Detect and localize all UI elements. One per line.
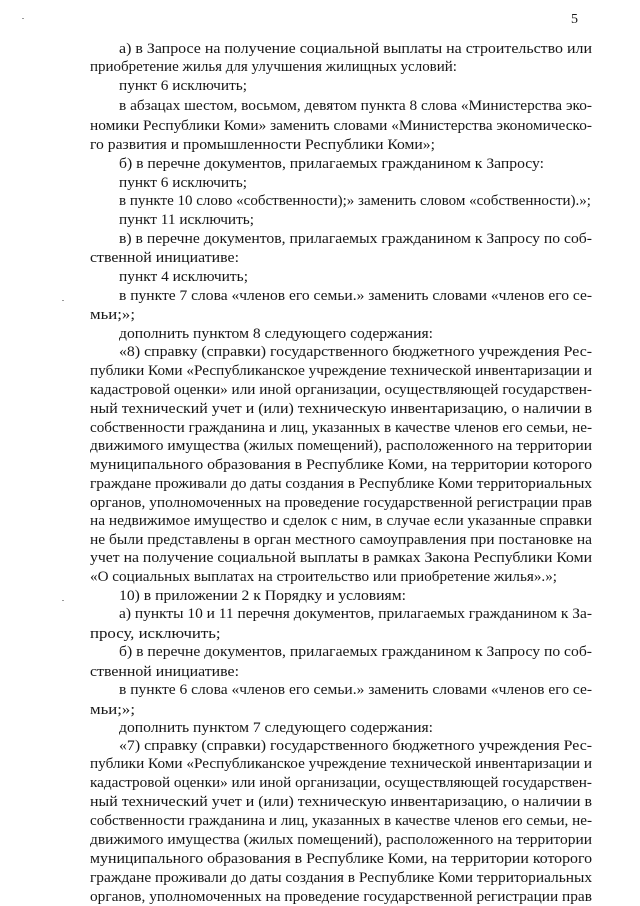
text-line: в) в перечне документов, прилагаемых гражданином к Запросу по соб- bbox=[119, 231, 592, 247]
text-line: в абзацах шестом, восьмом, девятом пункта 8 слова «Министерства эко- bbox=[119, 98, 592, 114]
text-line: кадастровой оценки» или иной организации, осуществляющей государствен- bbox=[90, 775, 592, 791]
text-line: в пункте 6 слова «членов его семьи.» заменить словами «членов его се- bbox=[119, 682, 593, 698]
text-line: «8) справку (справки) государственного бюджетного учреждения Рес- bbox=[119, 344, 593, 360]
text-line: в пункте 7 слова «членов его семьи.» заменить словами «членов его се- bbox=[119, 288, 593, 304]
text-line: номики Республики Коми» заменить словами «Министерства экономическо- bbox=[90, 118, 593, 134]
text-line: муниципального образования в Республике Коми, на территории которого bbox=[90, 851, 592, 867]
text-line: ный технический учет и (или) техническую инвентаризацию, о наличии в bbox=[90, 794, 593, 810]
text-line: публики Коми «Республиканское учреждение технической инвентаризации и bbox=[90, 756, 593, 772]
text-line: собственности гражданина и лиц, указанных в качестве членов его семьи, не- bbox=[90, 420, 593, 436]
text-line: ственной инициативе: bbox=[90, 250, 239, 266]
text-line: учет на получение социальной выплаты в рамках Закона Республики Коми bbox=[90, 550, 593, 566]
text-line: ный технический учет и (или) техническую инвентаризацию, о наличии в bbox=[90, 401, 593, 417]
text-line: движимого имущества (жилых помещений), расположенного на территории bbox=[90, 832, 592, 848]
text-line: а) пункты 10 и 11 перечня документов, прилагаемых гражданином к За- bbox=[119, 606, 593, 622]
text-line: пункт 6 исключить; bbox=[119, 175, 247, 191]
text-line: «О социальных выплатах на строительство или приобретение жилья».»; bbox=[90, 569, 557, 585]
text-line: б) в перечне документов, прилагаемых гражданином к Запросу по соб- bbox=[119, 644, 593, 660]
text-line: в пункте 10 слово «собственности);» заменить словом «собственности).»; bbox=[119, 193, 591, 209]
text-line: на недвижимое имущество и сделок с ним, в случае если указанные справки bbox=[90, 513, 592, 529]
text-line: дополнить пунктом 8 следующего содержания: bbox=[119, 326, 434, 342]
text-line: а) в Запросе на получение социальной выплаты на строительство или bbox=[119, 41, 592, 57]
text-line: движимого имущества (жилых помещений), расположенного на территории bbox=[90, 438, 592, 454]
text-line: граждане проживали до даты создания в Республике Коми территориальных bbox=[90, 476, 593, 492]
text-line: собственности гражданина и лиц, указанных в качестве членов его семьи, не- bbox=[90, 813, 593, 829]
text-line: пункт 4 исключить; bbox=[119, 269, 248, 285]
text-line: мьи;»; bbox=[90, 307, 135, 323]
text-line: просу, исключить; bbox=[90, 626, 221, 642]
text-line: кадастровой оценки» или иной организации, осуществляющей государствен- bbox=[90, 382, 592, 398]
text-line: мьи;»; bbox=[90, 702, 135, 718]
text-line: 10) в приложении 2 к Порядку и условиям: bbox=[119, 588, 407, 604]
text-line: дополнить пунктом 7 следующего содержания: bbox=[119, 720, 434, 736]
text-line: публики Коми «Республиканское учреждение технической инвентаризации и bbox=[90, 363, 593, 379]
text-line: органов, уполномоченных на проведение государственной регистрации прав bbox=[90, 889, 592, 905]
page-number: 5 bbox=[571, 12, 578, 27]
text-line: муниципального образования в Республике Коми, на территории которого bbox=[90, 457, 592, 473]
text-line: го развития и промышленности Республики Коми»; bbox=[90, 137, 435, 153]
text-line: приобретение жилья для улучшения жилищных условий: bbox=[90, 59, 457, 75]
text-line: б) в перечне документов, прилагаемых гражданином к Запросу: bbox=[119, 156, 544, 172]
text-line: граждане проживали до даты создания в Республике Коми территориальных bbox=[90, 870, 593, 886]
text-line: пункт 11 исключить; bbox=[119, 212, 254, 228]
text-line: органов, уполномоченных на проведение государственной регистрации прав bbox=[90, 495, 592, 511]
text-line: пункт 6 исключить; bbox=[119, 78, 247, 94]
text-line: не были представлены в орган местного самоуправления при постановке на bbox=[90, 532, 593, 548]
text-line: «7) справку (справки) государственного бюджетного учреждения Рес- bbox=[119, 738, 593, 754]
text-line: ственной инициативе: bbox=[90, 664, 239, 680]
